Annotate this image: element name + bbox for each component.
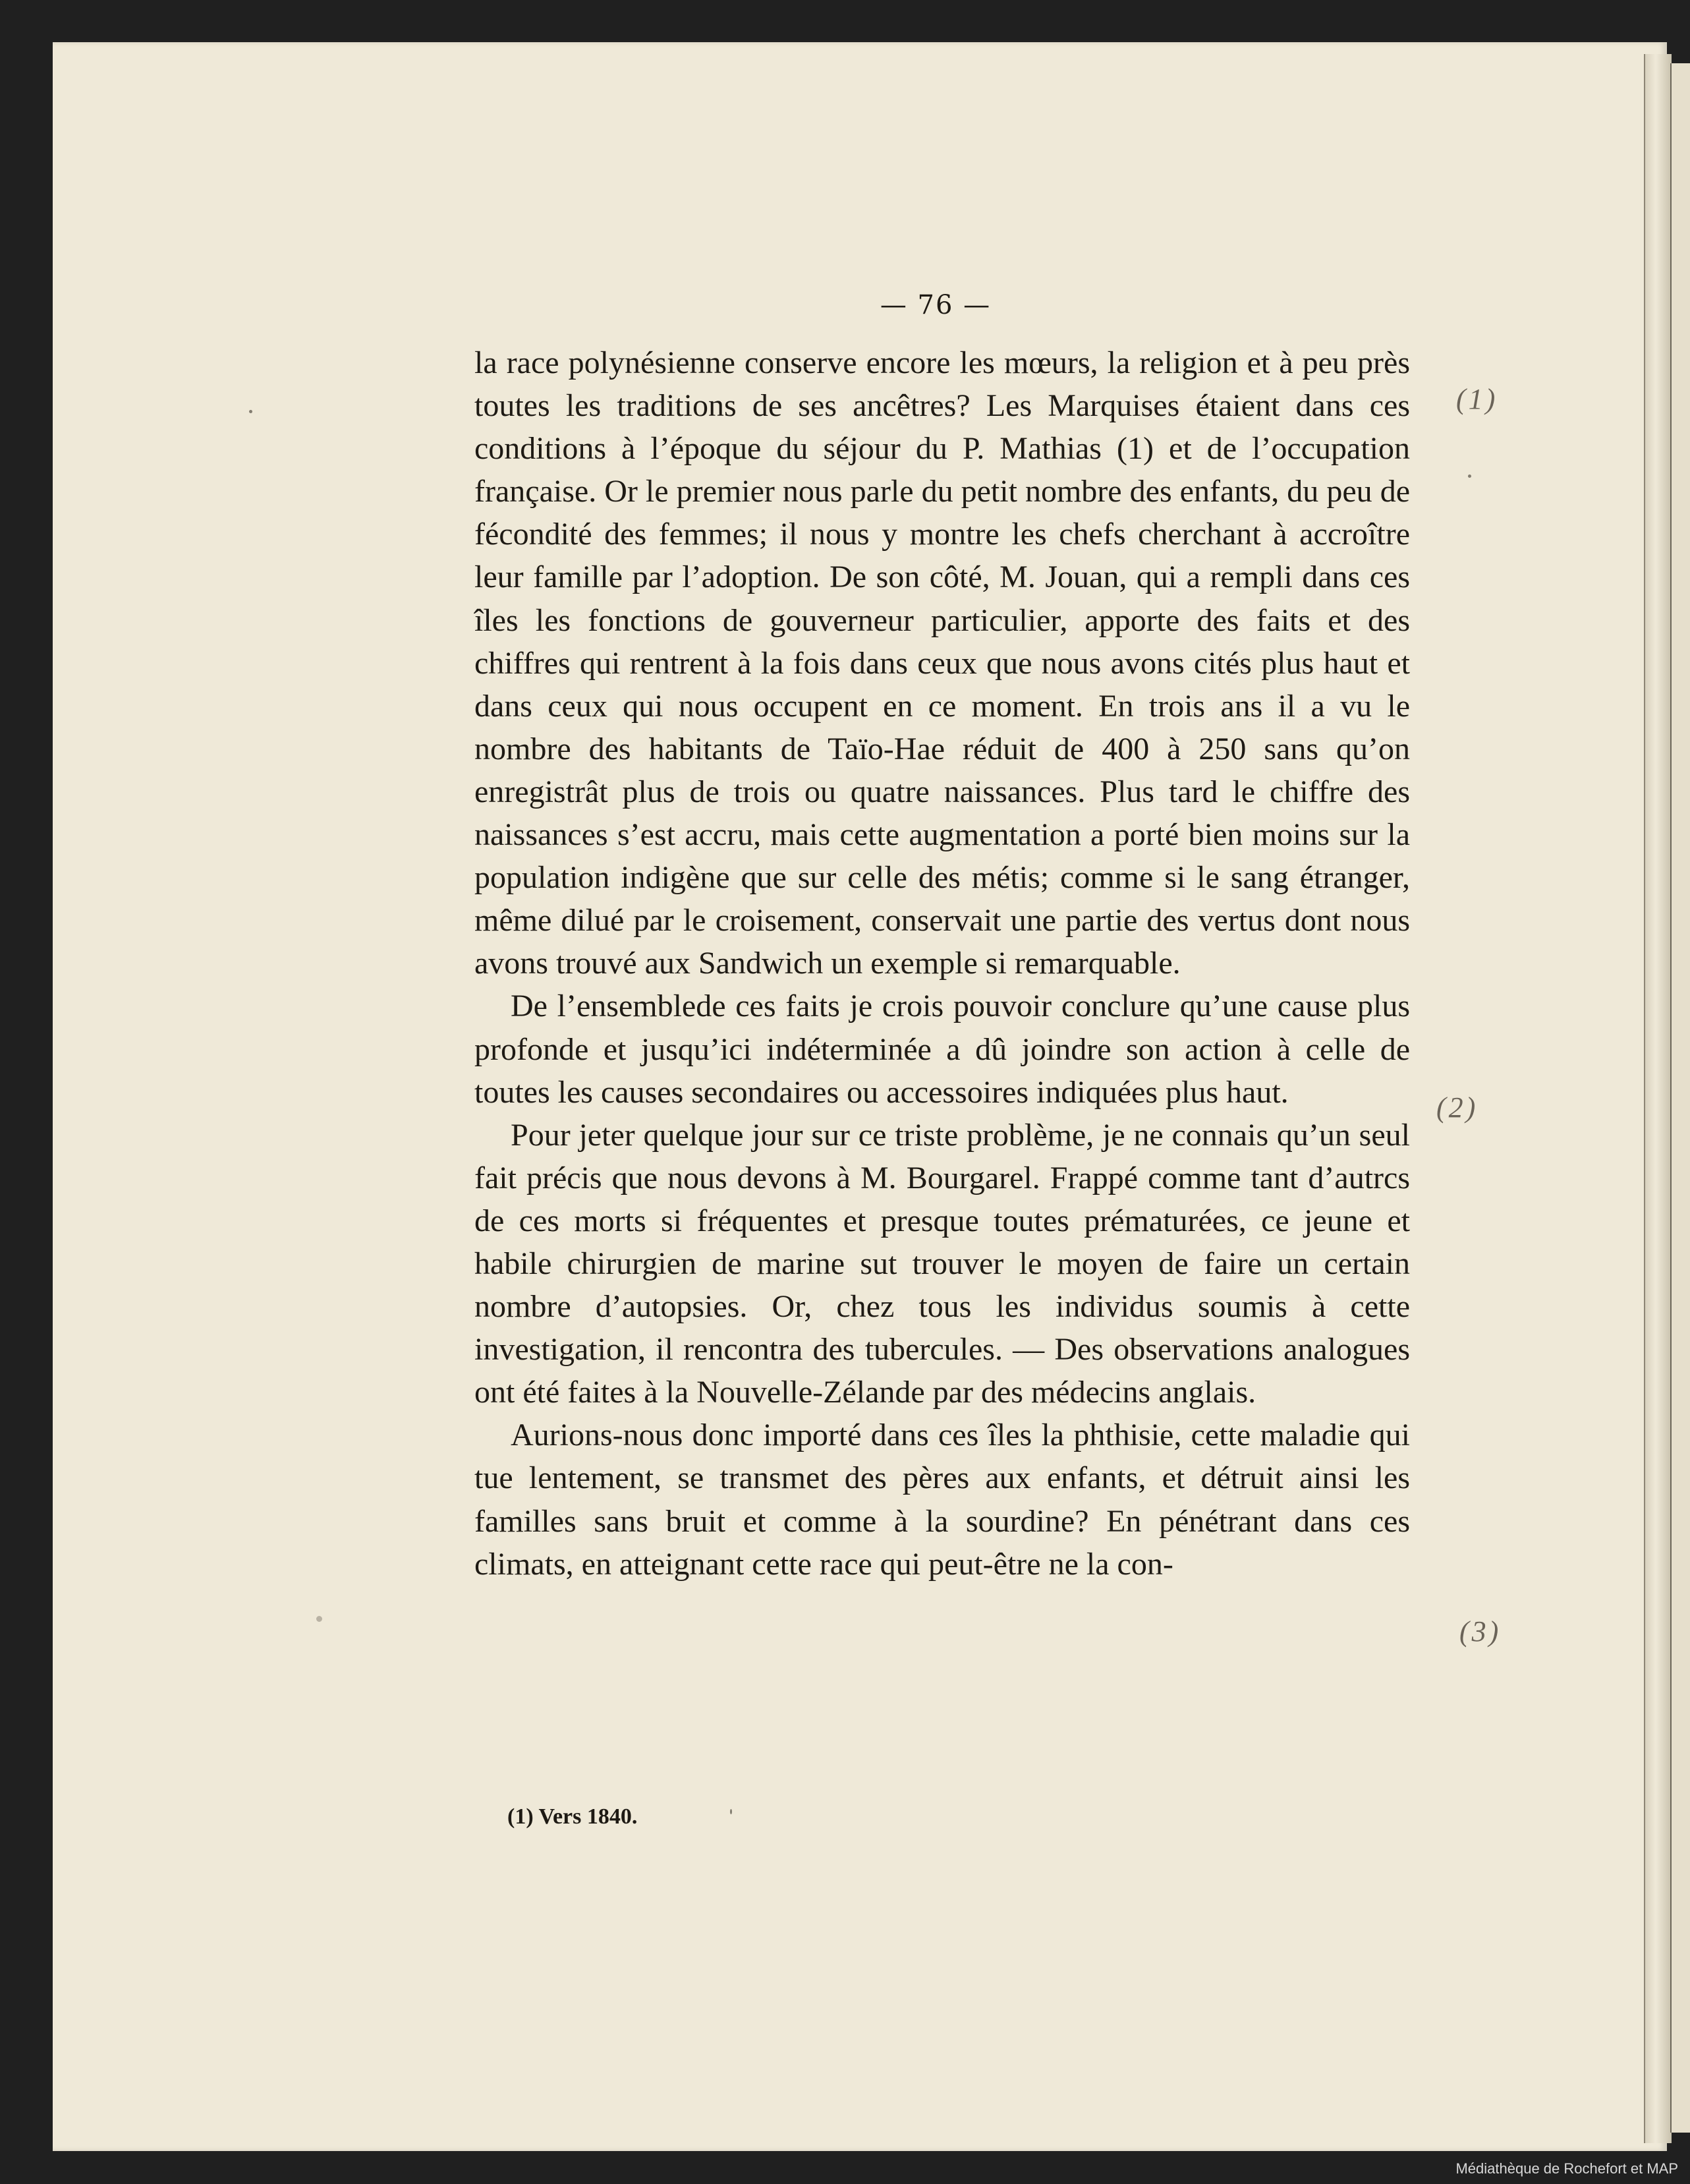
paragraph-4: Aurions-nous donc importé dans ces îles la phthisie, cette maladie qui tue lentement, se transmet des pères aux enfants, et détruit ainsi les familles sans bruit et comme à la sourdine? En pénétrant dans ces climats, en atteignant cette race qui peut-être ne la con- <box>474 1418 1410 1582</box>
paper-speck <box>316 1616 322 1622</box>
paragraph-3: Pour jeter quelque jour sur ce triste problème, je ne connais qu’un seul fait précis que nous devons à M. Bourgarel. Frappé comme tant d’autrcs de ces morts si fréquentes et presque toutes prématurées, ce jeune et habile chirurgien de marine sut trouver le moyen de faire un certain nombre d’autopsies. Or, chez tous les individus soumis à cette investigation, il rencontra des tubercules. — Des observations analogues ont été faites à la Nouvelle-Zélande par des médecins anglais. <box>474 1117 1410 1410</box>
page-edge <box>1644 54 1672 2143</box>
paragraph-2: De l’ensemblede ces faits je crois pouvoir conclure qu’une cause plus profonde et jusqu’ici indéterminée a dû joindre son action à celle de toutes les causes secondaires ou accessoires indiquées plus haut. <box>474 989 1410 1110</box>
attribution: Médiathèque de Rochefort et MAP <box>1455 2160 1678 2177</box>
margin-note-1: (1) <box>1456 383 1498 415</box>
margin-note-3: (3) <box>1459 1615 1502 1648</box>
paper-speck <box>1468 474 1471 478</box>
body-text <box>474 341 1410 1586</box>
page-number: — 76 — <box>880 290 992 320</box>
paragraph-1: la race polynésienne conserve encore les mœurs, la religion et à peu près toutes les traditions de ses ancêtres? Les Marquises étaient dans ces conditions à l’époque du séjour du P. Mathias (1) et de l’occupation française. Or le premier nous parle du petit nombre des enfants, du peu de fécondité des femmes; il nous y montre les chefs cherchant à accroître leur famille par l’adoption. De son côté, M. Jouan, qui a rempli dans ces îles les fonctions de gouverneur particulier, apporte des faits et des chiffres qui rentrent à la fois dans ceux que nous avons cités plus haut et dans ceux qui nous occupent en ce moment. En trois ans il a vu le nombre des habitants de Taïo-Hae réduit de 400 à 250 sans qu’on enregistrât plus de trois ou quatre naissances. Plus tard le chiffre des naissances s’est accru, mais cette augmentation a porté bien moins sur la population indigène que sur celle des métis; comme si le sang étranger, même dilué par le croisement, conservait une partie des vertus dont nous avons trouvé aux Sandwich un exemple si remarquable. <box>474 345 1410 981</box>
margin-note-2: (2) <box>1436 1091 1479 1124</box>
paper-speck <box>249 410 252 413</box>
paper-speck <box>730 1809 732 1814</box>
next-page-edge <box>1670 63 1690 2133</box>
footnote: (1) Vers 1840. <box>507 1804 638 1829</box>
